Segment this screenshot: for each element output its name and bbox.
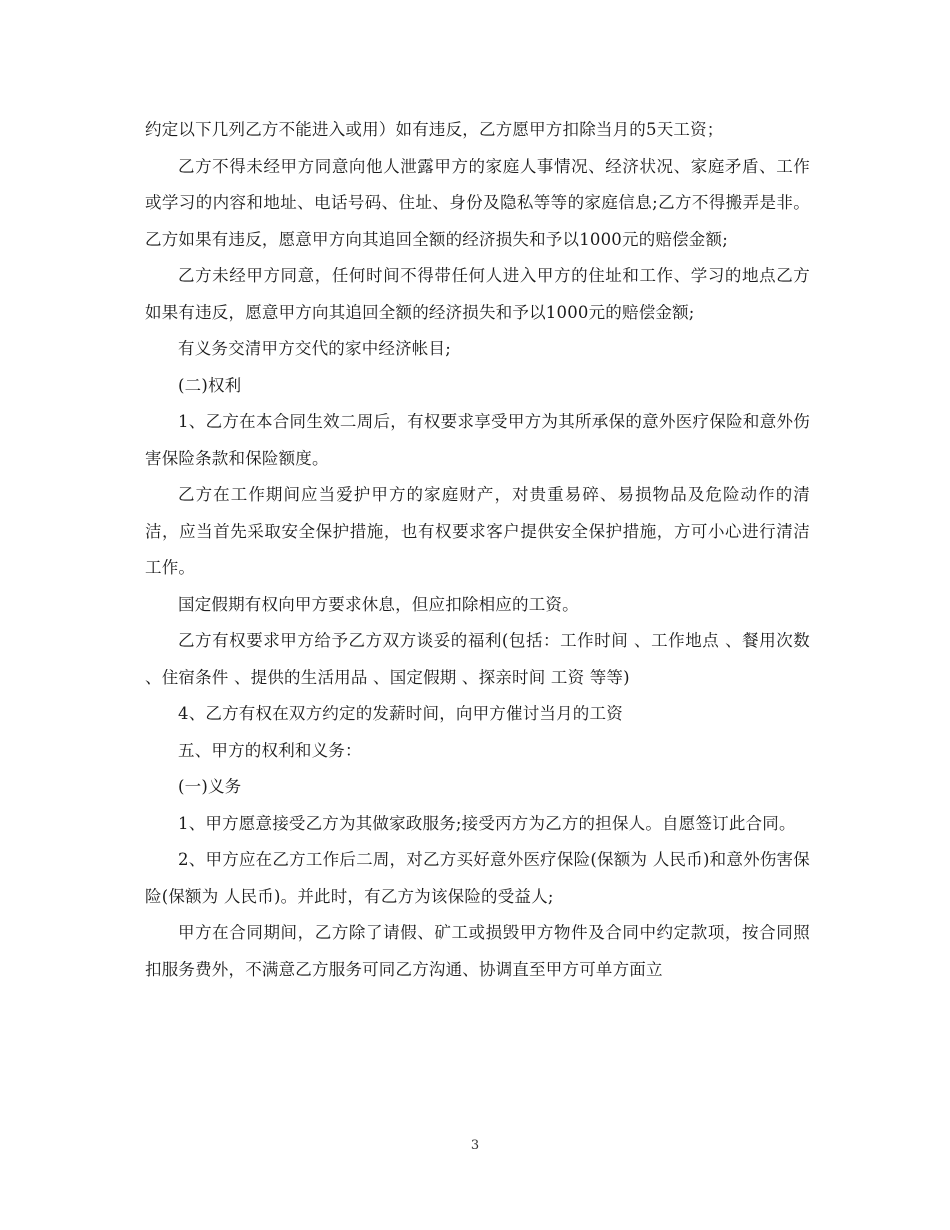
paragraph-buy-insurance: 2、甲方应在乙方工作后二周，对乙方买好意外医疗保险(保额为 人民币)和意外伤害保险(保额为 人民币)。并此时，有乙方为该保险的受益人; bbox=[145, 850, 810, 906]
section-heading-rights: (二)权利 bbox=[178, 375, 242, 395]
paragraph-accounts: 有义务交清甲方交代的家中经济帐目; bbox=[178, 339, 451, 358]
paragraph-benefits: 乙方有权要求甲方给予乙方双方谈妥的福利(包括：工作时间 、工作地点 、餐用次数 、住宿条件 、提供的生活用品 、国定假期 、探亲时间 工资 等等) bbox=[145, 631, 810, 687]
section-heading-obligations: (一)义务 bbox=[178, 777, 242, 796]
paragraph-accept-service: 1、甲方愿意接受乙方为其做家政服务;接受丙方为乙方的担保人。自愿签订此合同。 bbox=[178, 813, 796, 833]
section-heading-party-a: 五、甲方的权利和义务： bbox=[178, 740, 362, 760]
page-number: 3 bbox=[470, 1138, 480, 1153]
paragraph-insurance-right: 1、乙方在本合同生效二周后，有权要求享受甲方为其所承保的意外医疗保险和意外伤害保险条款和保险额度。 bbox=[145, 412, 810, 468]
document-body bbox=[145, 112, 810, 988]
paragraph-confidentiality: 乙方不得未经甲方同意向他人泄露甲方的家庭人事情况、经济状况、家庭矛盾、工作或学习的内容和地址、电话号码、住址、身份及隐私等等的家庭信息;乙方不得搬弄是非。乙方如果有违反，愿意甲方向其追回全额的经济损失和予以1000元的赔偿金额; bbox=[145, 156, 810, 249]
paragraph-salary-request: 4、乙方有权在双方约定的发薪时间，向甲方催讨当月的工资 bbox=[178, 704, 623, 723]
paragraph-no-visitors: 乙方未经甲方同意，任何时间不得带任何人进入甲方的住址和工作、学习的地点乙方如果有违反，愿意甲方向其追回全额的经济损失和予以1000元的赔偿金额; bbox=[145, 266, 810, 322]
paragraph-property-care: 乙方在工作期间应当爱护甲方的家庭财产，对贵重易碎、易损物品及危险动作的清洁，应当首先采取安全保护措施，也有权要求客户提供安全保护措施，方可小心进行清洁工作。 bbox=[145, 485, 810, 577]
paragraph-holidays: 国定假期有权向甲方要求休息，但应扣除相应的工资。 bbox=[178, 594, 579, 614]
paragraph-violation-deduction: 约定以下几列乙方不能进入或用）如有违反，乙方愿甲方扣除当月的5天工资； bbox=[145, 120, 724, 139]
paragraph-contract-period: 甲方在合同期间，乙方除了请假、矿工或损毁甲方物件及合同中约定款项，按合同照扣服务费外，不满意乙方服务可同乙方沟通、协调直至甲方可单方面立 bbox=[145, 923, 810, 979]
